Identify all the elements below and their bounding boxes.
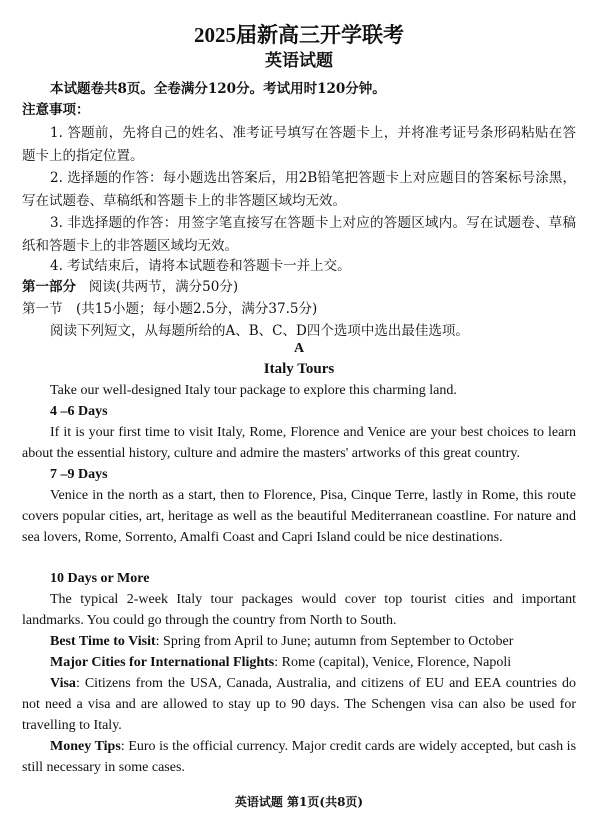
exam-title: 2025届新高三开学联考 (194, 23, 404, 47)
fact-best-time: Best Time to Visit: Spring from April to June; autumn from September to October (50, 634, 514, 649)
fact-label: Best Time to Visit (50, 634, 156, 649)
part-heading (22, 277, 576, 298)
passage-letter: A (293, 341, 305, 356)
instruction: 阅读下列短文，从每题所给的A、B、C、D四个选项中选出最佳选项。 (50, 323, 469, 339)
fact-label: Visa (50, 676, 76, 691)
passage-title: Italy Tours (263, 361, 335, 377)
section-text: Venice in the north as a start, then to Florence, Pisa, Cinque Terre, lastly in Rome, this route covers popular cities, art, heritage as well as the beautiful Mediterranean coastline. For nature and sea lovers, Rome, Sorrento, Amalfi Coast and Capri Island could be nice destinations. (22, 488, 576, 545)
section-heading: 第一节 (共15小题；每小题2.5分，满分37.5分) (22, 301, 318, 317)
notice-item: 1. 答题前，先将自己的姓名、准考证号填写在答题卡上，并将准考证号条形码粘贴在答题卡上的指定位置。 (22, 125, 576, 164)
notice-item: 4. 考试结束后，请将本试题卷和答题卡一并上交。 (50, 258, 351, 274)
fact-text: Spring from April to June; autumn from September to October (163, 634, 514, 649)
notice-heading: 注意事项： (22, 102, 90, 118)
fact-text: Rome (capital), Venice, Florence, Napoli (281, 655, 512, 670)
fact-label: Money Tips (50, 739, 121, 754)
section-heading-10-days: 10 Days or More (50, 571, 150, 586)
fact-text: Euro is the official currency. Major credit cards are widely accepted, but cash is still necessary in some cases. (22, 739, 577, 775)
section-heading-7-9-days: 7 –9 Days (50, 467, 108, 482)
notice-item: 3. 非选择题的作答：用签字笔直接写在答题卡上对应的答题区域内。写在试题卷、草稿纸和答题卡上的非答题区域均无效。 (22, 215, 576, 254)
section-text: If it is your first time to visit Italy, Rome, Florence and Venice are your best choices to learn about the essential history, culture and admire the masters' artworks of this great country. (22, 425, 576, 461)
part-title: 阅读(共两节，满分50分) (88, 279, 239, 295)
exam-subtitle: 英语试题 (265, 51, 333, 71)
fact-label: Major Cities for International Flights (50, 655, 275, 670)
section-heading-4-6-days: 4 –6 Days (50, 404, 108, 419)
fact-major-cities: Major Cities for International Flights: Rome (capital), Venice, Florence, Napoli (50, 655, 512, 670)
passage-intro: Take our well-designed Italy tour package to explore this charming land. (50, 383, 457, 398)
fact-visa: Visa: Citizens from the USA, Canada, Australia, and citizens of EU and EEA countries do not need a visa and are allowed to stay up to 90 days. The Schengen visa can also be used for travelling to Italy. (22, 676, 576, 733)
page-footer: 英语试题 第1页(共8页) (234, 795, 364, 809)
part-name: 第一部分 (22, 279, 76, 295)
fact-text: Citizens from the USA, Canada, Australia, and citizens of EU and EEA countries do not need a visa and are allowed to stay up to 90 days. The Schengen visa can also be used for travelling to Italy. (22, 676, 576, 733)
section-text: The typical 2-week Italy tour packages would cover top tourist cities and important landmarks. You could go through the country from North to South. (22, 592, 576, 628)
fact-money-tips: Money Tips: Euro is the official currency. Major credit cards are widely accepted, but cash is still necessary in some cases. (22, 739, 577, 775)
notice-item: 2. 选择题的作答：每小题选出答案后，用2B铅笔把答题卡上对应题目的答案标号涂黑，写在试题卷、草稿纸和答题卡上的非答题区域均无效。 (22, 170, 576, 209)
exam-info: 本试题卷共8页。全卷满分120分。考试用时120分钟。 (50, 81, 386, 97)
